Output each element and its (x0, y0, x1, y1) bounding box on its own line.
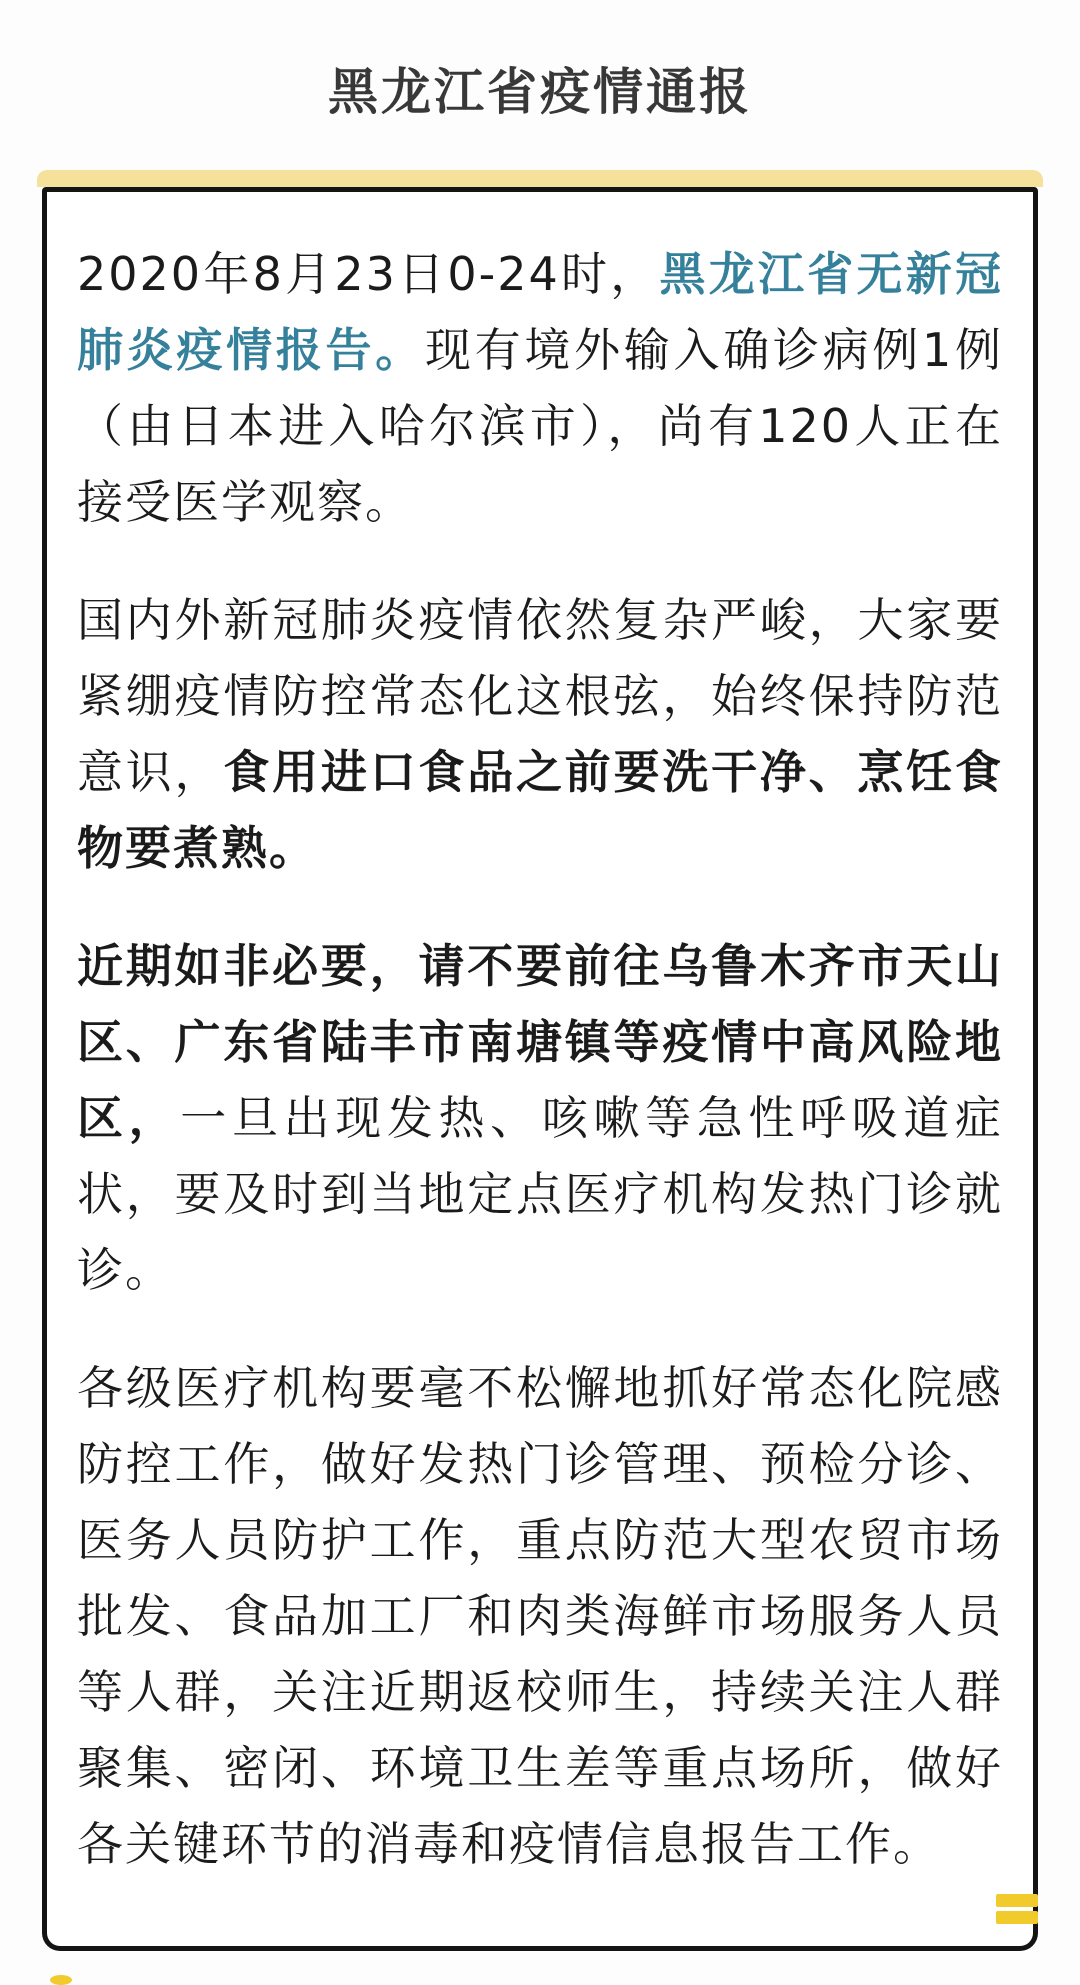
report-paragraph (77, 582, 1003, 886)
report-paragraph (77, 1350, 1003, 1882)
equals-bar-bottom (996, 1911, 1038, 1924)
report-paragraph (77, 928, 1003, 1308)
report-body (77, 236, 1003, 1882)
report-card-wrapper (42, 170, 1038, 1951)
paragraph-text: 2020年8月23日0-24时， (77, 247, 660, 301)
paragraph-text: 食用进口食品之前要洗干净、烹饪食物要煮熟。 (77, 745, 1004, 875)
equals-icon (996, 1894, 1038, 1924)
paragraph-text: 现有境外输入确诊病例1例（由日本进入哈尔滨市），尚有120人正在接受医学观察。 (77, 323, 1003, 529)
paragraph-text: 各级医疗机构要毫不松懈地抓好常态化院感防控工作，做好发热门诊管理、预检分诊、医务人员防护工作，重点防范大型农贸市场批发、食品加工厂和肉类海鲜市场服务人员等人群，关注近期返校师生，持续关注人群聚集、密闭、环境卫生差等重点场所，做好各关键环节的消毒和疫情信息报告工作。 (77, 1361, 1003, 1871)
paragraph-text: 国内外新冠肺炎疫情依然复杂严峻，大家要紧绷疫情防控常态化这根弦，始终保持防范意识， (77, 593, 1003, 799)
report-card (42, 187, 1038, 1951)
highlight-text: 黑龙江省无新冠肺炎疫情报告。 (77, 247, 1004, 377)
page-title: 黑龙江省疫情通报 (328, 63, 752, 121)
equals-bar-top (996, 1894, 1038, 1907)
report-paragraph (77, 236, 1003, 540)
paragraph-text: 近期如非必要，请不要前往乌鲁木齐市天山区、广东省陆丰市南塘镇等疫情中高风险地区， (77, 939, 1003, 1145)
paragraph-text: 一旦出现发热、咳嗽等急性呼吸道症状，要及时到当地定点医疗机构发热门诊就诊。 (77, 1091, 1004, 1297)
dot-icon (50, 1975, 72, 1985)
card-accent-bar (37, 170, 1043, 187)
